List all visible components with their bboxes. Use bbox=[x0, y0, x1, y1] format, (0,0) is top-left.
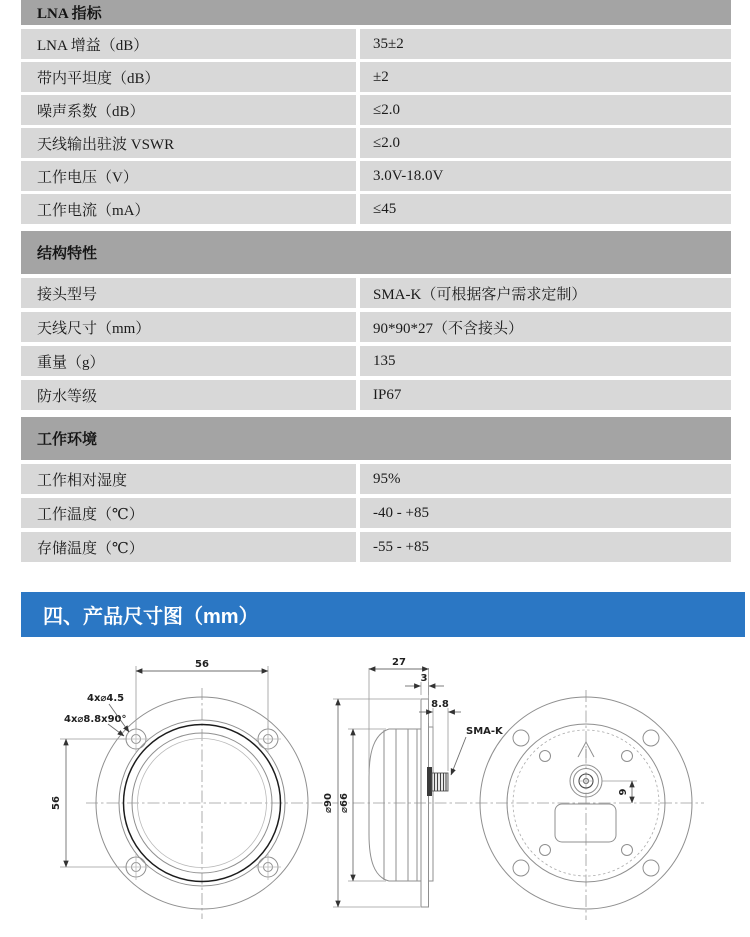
row-value: -55 - +85 bbox=[360, 532, 731, 562]
flange-hole bbox=[643, 860, 659, 876]
outer-diameter-text: ⌀90 bbox=[323, 793, 334, 813]
table-row bbox=[21, 346, 731, 376]
orientation-arrow bbox=[578, 742, 594, 758]
screw-hole bbox=[622, 845, 633, 856]
screw-hole bbox=[622, 751, 633, 762]
table-row bbox=[21, 128, 731, 158]
table-row bbox=[21, 278, 731, 308]
countersink-label: 4x⌀8.8x90° bbox=[64, 714, 127, 725]
flange-hole bbox=[513, 730, 529, 746]
sma-connector-thread bbox=[432, 773, 448, 791]
banner-title: 四、产品尺寸图（mm） bbox=[43, 606, 259, 628]
row-label: 存储温度（℃） bbox=[21, 532, 356, 562]
section-banner-dimensions bbox=[21, 592, 745, 637]
row-label: 重量（g） bbox=[21, 346, 356, 376]
row-value: 90*90*27（不含接头） bbox=[360, 312, 731, 342]
front-hole-callouts bbox=[64, 693, 129, 736]
hole-diameter-label: 4x⌀4.5 bbox=[87, 693, 125, 704]
table-row bbox=[21, 498, 731, 528]
row-value: ≤2.0 bbox=[360, 128, 731, 158]
front-height-dim-text: 56 bbox=[51, 796, 62, 810]
flange-hole bbox=[643, 730, 659, 746]
table-row bbox=[21, 532, 731, 562]
section-header-lna bbox=[21, 0, 731, 25]
row-value: ≤2.0 bbox=[360, 95, 731, 125]
section-header-structure bbox=[21, 231, 731, 274]
side-flange-dimension bbox=[405, 673, 444, 723]
section-title: LNA 指标 bbox=[37, 6, 102, 22]
row-label: 工作电流（mA） bbox=[21, 194, 356, 224]
section-structure bbox=[21, 231, 731, 562]
table-row bbox=[21, 380, 731, 410]
table-row bbox=[21, 95, 731, 125]
screw-hole bbox=[540, 751, 551, 762]
row-label: 天线输出驻波 VSWR bbox=[21, 128, 356, 158]
depth-dim-text: 27 bbox=[392, 657, 406, 668]
front-view bbox=[51, 659, 704, 919]
table-row bbox=[21, 161, 731, 191]
table-row bbox=[21, 464, 731, 494]
row-label: 工作相对湿度 bbox=[21, 464, 356, 494]
row-value: 3.0V-18.0V bbox=[360, 161, 731, 191]
dimension-drawing bbox=[0, 640, 750, 932]
row-value: 135 bbox=[360, 346, 731, 376]
row-value: 35±2 bbox=[360, 29, 731, 59]
row-label: 带内平坦度（dB） bbox=[21, 62, 356, 92]
table-row bbox=[21, 312, 731, 342]
section-header-environment bbox=[21, 417, 731, 460]
side-inner-diameter-dimension bbox=[339, 729, 386, 881]
row-value: ≤45 bbox=[360, 194, 731, 224]
sma-connector-base bbox=[427, 767, 432, 796]
back-label-recess bbox=[555, 804, 616, 842]
back-offset-dimension bbox=[602, 781, 637, 803]
spec-table bbox=[21, 0, 731, 566]
row-label: LNA 增益（dB） bbox=[21, 29, 356, 59]
row-label: 天线尺寸（mm） bbox=[21, 312, 356, 342]
sma-k-callout bbox=[451, 726, 504, 775]
back-sma-connector bbox=[570, 765, 602, 797]
table-row bbox=[21, 62, 731, 92]
row-value: -40 - +85 bbox=[360, 498, 731, 528]
row-label: 防水等级 bbox=[21, 380, 356, 410]
side-connector-dimension bbox=[419, 699, 461, 771]
flange-dim-text: 3 bbox=[420, 673, 428, 684]
table-row bbox=[21, 194, 731, 224]
dimension-drawing-svg bbox=[0, 640, 750, 932]
row-label: 工作温度（℃） bbox=[21, 498, 356, 528]
row-value: IP67 bbox=[360, 380, 731, 410]
inner-diameter-text: ⌀66 bbox=[339, 793, 350, 813]
side-view bbox=[323, 657, 504, 907]
connector-dim-text: 8.8 bbox=[431, 699, 449, 710]
flange-hole bbox=[513, 860, 529, 876]
row-label: 噪声系数（dB） bbox=[21, 95, 356, 125]
side-radome-outline bbox=[369, 729, 421, 881]
side-back-plate bbox=[429, 727, 434, 881]
row-value: 95% bbox=[360, 464, 731, 494]
front-width-dim-text: 56 bbox=[195, 659, 209, 670]
row-label: 工作电压（V） bbox=[21, 161, 356, 191]
row-value: SMA-K（可根据客户需求定制） bbox=[360, 278, 731, 308]
table-row bbox=[21, 29, 731, 59]
offset-dim-text: 9 bbox=[618, 788, 629, 796]
section-title: 工作环境 bbox=[37, 431, 98, 448]
row-label: 接头型号 bbox=[21, 278, 356, 308]
connector-type-label: SMA-K bbox=[466, 726, 503, 737]
row-value: ±2 bbox=[360, 62, 731, 92]
screw-hole bbox=[540, 845, 551, 856]
back-view bbox=[480, 690, 692, 920]
section-title: 结构特性 bbox=[37, 245, 98, 262]
